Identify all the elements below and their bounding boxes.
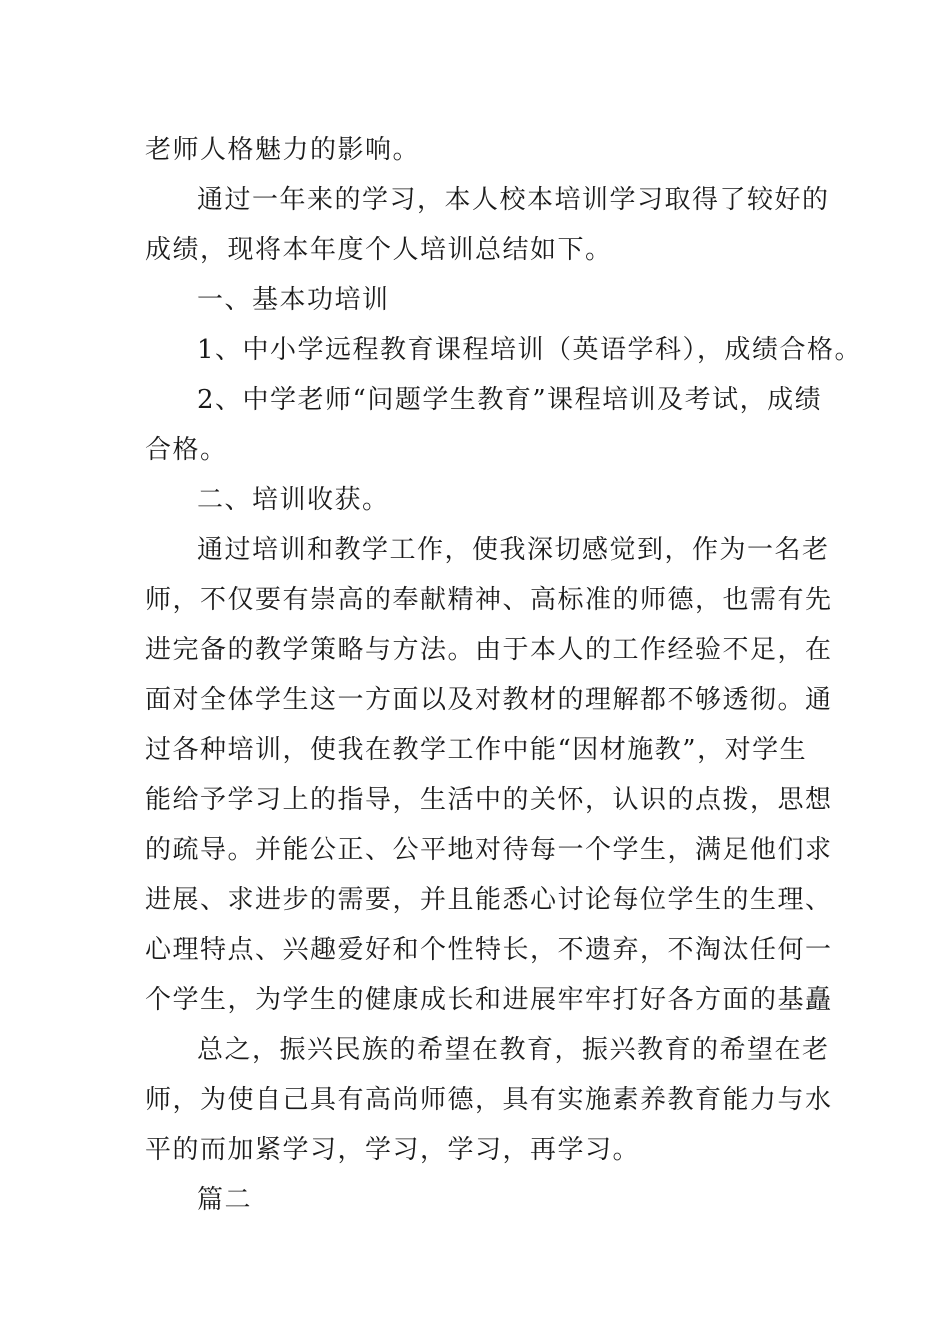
text-line: 心理特点、兴趣爱好和个性特长，不遗弃，不淘汰任何一 [145, 935, 833, 965]
text-line: 师，不仅要有崇高的奉献精神、高标准的师德，也需有先 [145, 585, 833, 615]
section-heading: 二、培训收获。 [197, 485, 390, 515]
text-line: 通过一年来的学习，本人校本培训学习取得了较好的 [197, 185, 830, 215]
text-line: 能给予学习上的指导，生活中的关怀，认识的点拨，思想 [145, 785, 833, 815]
text-line: 进展、求进步的需要，并且能悉心讨论每位学生的生理、 [145, 885, 833, 915]
text-line: 过各种培训，使我在教学工作中能“因材施教”，对学生 [145, 735, 808, 765]
list-item: 1、中小学远程教育课程培训（英语学科），成绩合格。 [197, 335, 863, 365]
list-item: 2、中学老师“问题学生教育”课程培训及考试，成绩 [197, 385, 823, 415]
text-line: 进完备的教学策略与方法。由于本人的工作经验不足，在 [145, 635, 833, 665]
text-line: 的疏导。并能公正、公平地对待每一个学生，满足他们求 [145, 835, 833, 865]
text-line: 老师人格魅力的影响。 [145, 135, 421, 165]
text-line: 面对全体学生这一方面以及对教材的理解都不够透彻。通 [145, 685, 833, 715]
text-line: 通过培训和教学工作，使我深切感觉到，作为一名老 [197, 535, 830, 565]
text-line: 成绩，现将本年度个人培训总结如下。 [145, 235, 613, 265]
text-line: 总之，振兴民族的希望在教育，振兴教育的希望在老 [197, 1035, 830, 1065]
part-heading: 篇二 [197, 1185, 253, 1215]
text-line: 合格。 [145, 435, 228, 465]
text-line: 个学生，为学生的健康成长和进展牢牢打好各方面的基矗 [145, 985, 833, 1015]
text-line: 平的而加紧学习，学习，学习，再学习。 [145, 1135, 641, 1165]
text-line: 师，为使自己具有高尚师德，具有实施素养教育能力与水 [145, 1085, 833, 1115]
section-heading: 一、基本功培训 [197, 285, 390, 315]
